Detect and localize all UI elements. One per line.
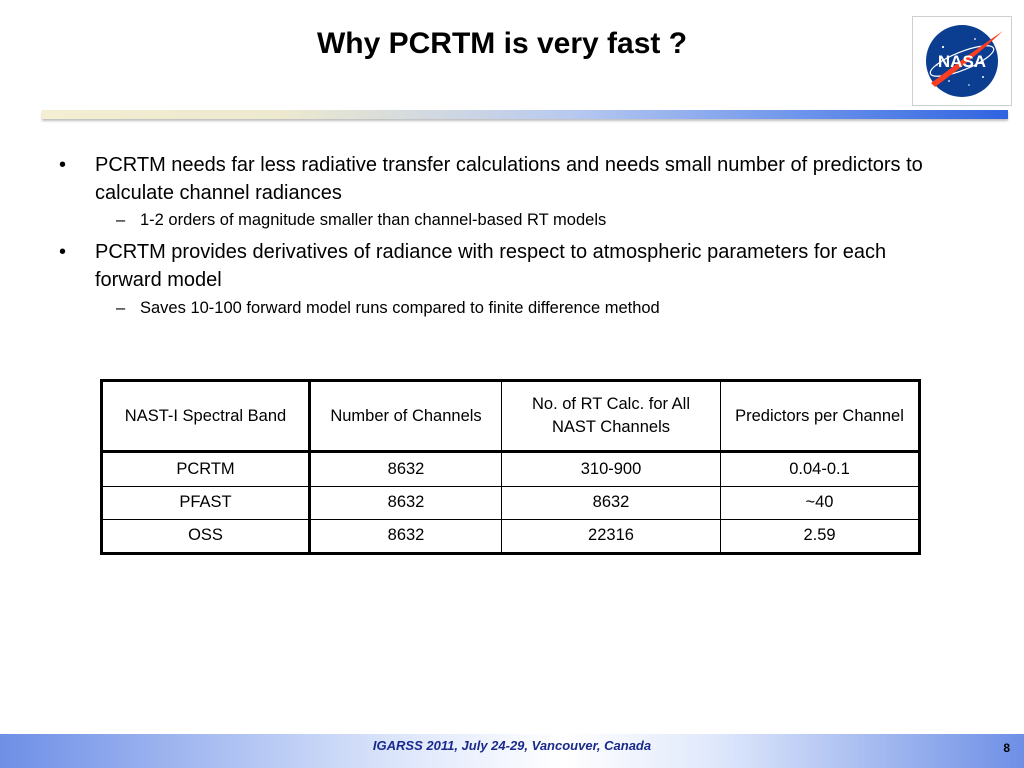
table-cell: 310-900 [502,452,721,486]
sub-bullet-text: Saves 10-100 forward model runs compared to finite difference method [140,299,660,317]
table-header-row [102,381,920,452]
logo-wordmark: NASA [937,52,987,71]
title-divider [42,110,1008,119]
table-cell: PFAST [102,486,310,519]
comparison-table [100,379,921,555]
bullet-mark: • [59,154,67,176]
table-cell: 8632 [310,452,502,486]
table-cell: 8632 [310,486,502,519]
table-cell: PCRTM [102,452,310,486]
sub-bullet-text: 1-2 orders of magnitude smaller than channel-based RT models [140,211,607,229]
table-row [102,486,920,519]
sub-bullet-item [116,297,960,319]
footer-conference-text: IGARSS 2011, July 24-29, Vancouver, Canada [372,738,652,753]
table-cell: 2.59 [721,519,920,553]
table-header-cell: NAST-I Spectral Band [102,381,310,452]
nasa-logo [912,16,1012,106]
bullet-item [59,238,955,294]
table-cell: 0.04-0.1 [721,452,920,486]
table-row [102,452,920,486]
sub-bullet-item [116,209,960,231]
table-row [102,519,920,553]
table-cell: ~40 [721,486,920,519]
table-header-cell: No. of RT Calc. for All NAST Channels [502,381,721,452]
table-cell: OSS [102,519,310,553]
slide-title: Why PCRTM is very fast ? [316,27,688,60]
sub-bullet-mark: – [116,211,126,229]
bullet-mark: • [59,241,67,263]
bullet-text: PCRTM needs far less radiative transfer calculations and needs small number of predictors to calculate channel radiances [95,154,923,204]
sub-bullet-mark: – [116,299,126,317]
table-header-cell: Predictors per Channel [721,381,920,452]
bullet-text: PCRTM provides derivatives of radiance with respect to atmospheric parameters for each forward model [95,241,887,291]
nasa-meatball-icon [913,17,1011,105]
table-cell: 8632 [310,519,502,553]
bullet-item [59,151,955,207]
page-number: 8 [1003,741,1010,755]
table-cell: 22316 [502,519,721,553]
table-cell: 8632 [502,486,721,519]
table-header-cell: Number of Channels [310,381,502,452]
